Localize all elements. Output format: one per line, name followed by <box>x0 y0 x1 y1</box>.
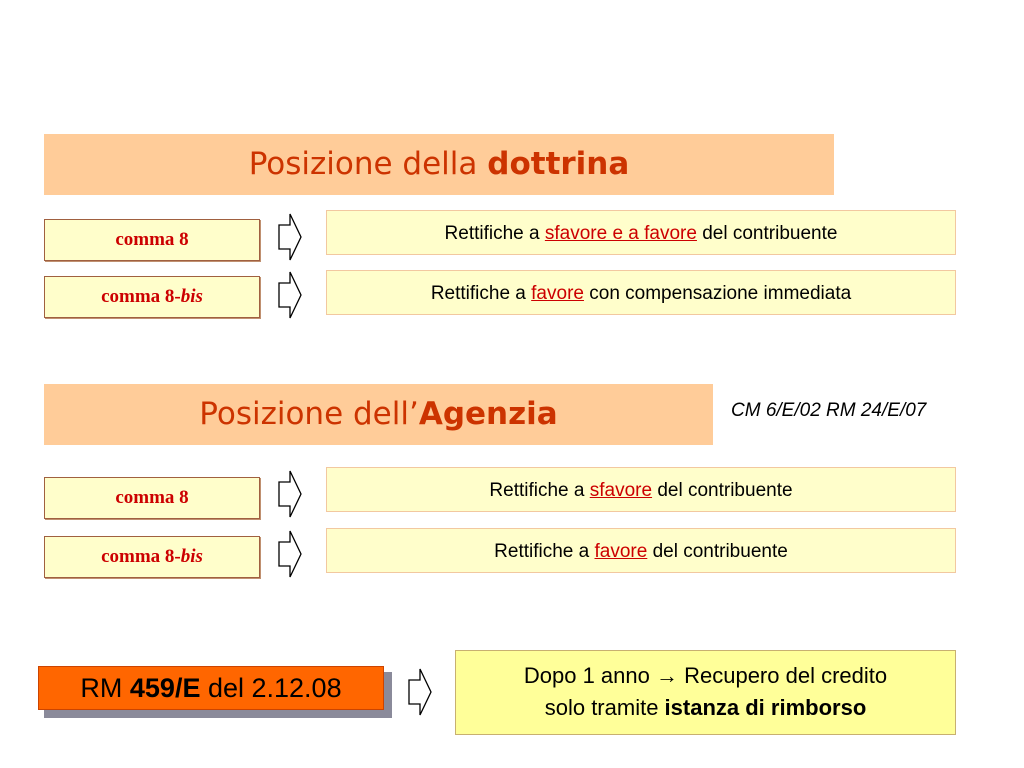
section-title-prefix: Posizione della <box>248 146 488 182</box>
rule-text-after: con compensazione immediata <box>583 283 852 304</box>
arrow-right-icon <box>278 212 302 262</box>
rule-text-after: del contribuente <box>647 541 788 562</box>
resolution-letter: /E <box>174 673 201 703</box>
comma-label-box <box>44 276 260 318</box>
rule-text-before: Rettifiche a <box>494 541 595 562</box>
comma-label: comma 8 <box>115 229 189 250</box>
section-title-bold: Agenzia <box>418 396 558 432</box>
comma-label-box <box>44 219 260 261</box>
comma-suffix: bis <box>180 546 203 567</box>
arrow-right-icon <box>278 469 302 519</box>
reference-note: CM 6/E/02 RM 24/E/07 <box>731 400 927 421</box>
rule-description-box <box>326 528 956 573</box>
rule-text-before: Rettifiche a <box>430 283 532 304</box>
rule-text-before: Rettifiche a <box>444 223 545 244</box>
comma-label: comma 8 <box>115 487 189 508</box>
outcome-text: Recupero del credito <box>677 663 888 688</box>
outcome-text: Dopo 1 anno <box>523 663 656 688</box>
resolution-prefix: RM <box>80 673 130 703</box>
resolution-number: 459 <box>129 673 175 703</box>
arrow-right-icon <box>278 529 302 579</box>
comma-label: comma 8- <box>101 286 181 307</box>
comma-label-box <box>44 536 260 578</box>
rule-text-highlight: sfavore e a favore <box>544 223 697 244</box>
resolution-label <box>38 666 384 710</box>
rule-description-box <box>326 210 956 255</box>
arrow-right-icon <box>278 270 302 320</box>
rule-text-after: del contribuente <box>652 480 793 501</box>
comma-label-box <box>44 477 260 519</box>
rule-description-box <box>326 467 956 512</box>
outcome-line-1 <box>456 660 955 692</box>
rule-text-highlight: favore <box>594 541 648 562</box>
outcome-text: solo tramite <box>544 695 665 720</box>
resolution-date: del 2.12.08 <box>200 673 342 703</box>
comma-label: comma 8- <box>101 546 181 567</box>
section-header-dottrina <box>44 134 834 195</box>
comma-suffix: bis <box>180 286 203 307</box>
outcome-bold-text: istanza di rimborso <box>664 695 867 720</box>
rule-text-highlight: favore <box>531 283 584 304</box>
rule-description-box <box>326 270 956 315</box>
rule-text-highlight: sfavore <box>589 480 653 501</box>
outcome-line-2 <box>456 692 955 724</box>
section-title-prefix: Posizione dell’ <box>199 396 419 432</box>
arrow-right-icon <box>408 667 432 717</box>
section-header-agenzia <box>44 384 713 445</box>
rule-text-after: del contribuente <box>696 223 838 244</box>
section-title-bold: dottrina <box>487 146 630 182</box>
arrow-icon: → <box>655 663 678 688</box>
rule-text-before: Rettifiche a <box>489 480 590 501</box>
resolution-outcome-box <box>455 650 956 735</box>
